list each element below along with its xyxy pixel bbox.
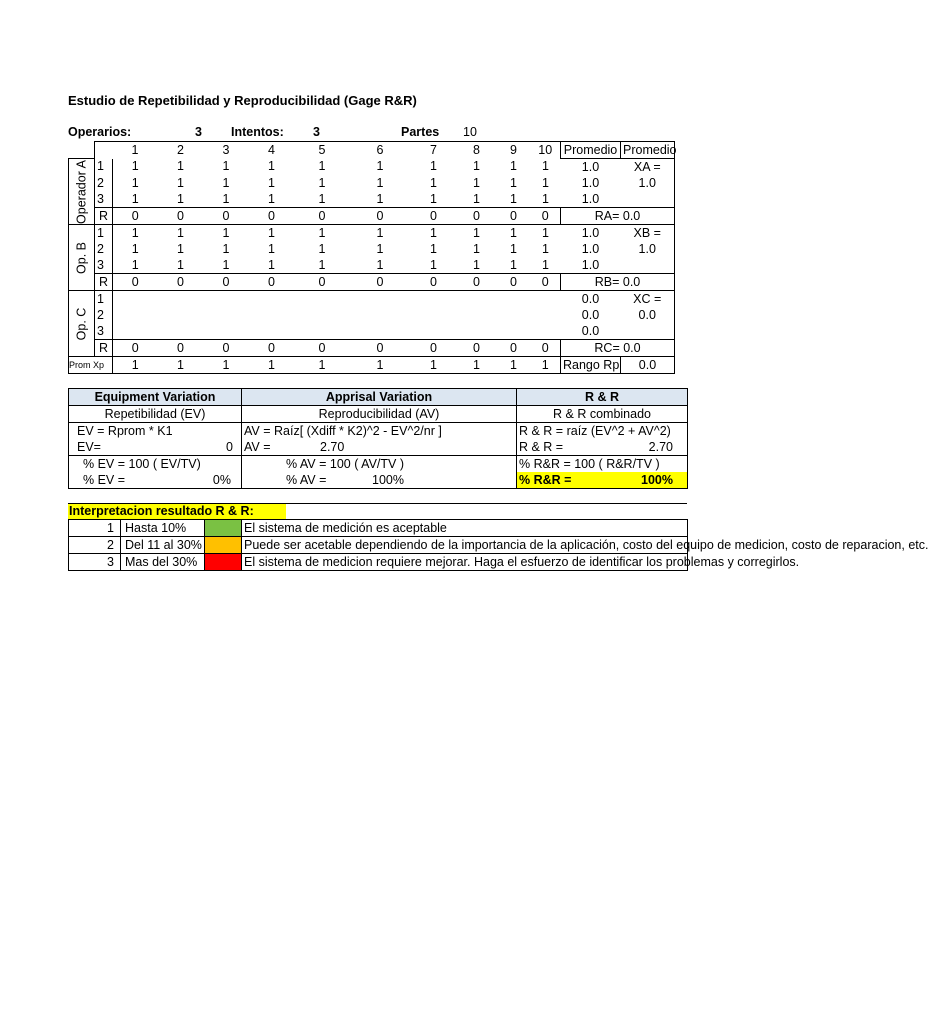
av-pct-label: % AV = xyxy=(286,472,327,487)
row-average: 1.0 xyxy=(581,175,600,190)
trial-number: 2 xyxy=(95,175,113,191)
op-c-x-cell: 0.0 xyxy=(621,307,675,323)
prom-xp-cell: 1 xyxy=(497,357,531,374)
range-row xyxy=(69,340,675,357)
page-title: Estudio de Repetibilidad y Reproducibilidad (Gage R&R) xyxy=(68,93,417,108)
interp-row xyxy=(69,520,688,537)
measurement-cell: 1 xyxy=(222,257,230,272)
measurement-cell: 1 xyxy=(376,225,384,240)
rr-pct-cell xyxy=(517,472,688,489)
prom-xp-cell: 1 xyxy=(295,357,350,374)
part-header: 8 xyxy=(457,142,497,159)
range-cell: 0 xyxy=(411,208,457,225)
range-cell: 0 xyxy=(411,340,457,357)
corner-cell xyxy=(69,142,95,159)
interp-color-swatch xyxy=(205,520,242,537)
operador-a-label-cell xyxy=(69,159,95,225)
measurement-cell: 1 xyxy=(376,159,384,174)
corner-cell xyxy=(95,142,113,159)
interp-number: 1 xyxy=(69,520,121,537)
rango-rp-label: Rango Rp xyxy=(561,357,621,374)
row-average: 1.0 xyxy=(581,159,600,174)
measurement-cell: 1 xyxy=(268,175,275,190)
rango-rp-value: 0.0 xyxy=(621,357,675,374)
part-header: 6 xyxy=(350,142,411,159)
measurement-cell: 1 xyxy=(131,241,139,256)
variation-table xyxy=(68,388,688,489)
prom-xp-cell: 1 xyxy=(249,357,295,374)
table-row xyxy=(69,241,675,257)
interp-color-swatch xyxy=(205,537,242,554)
operador-a-x-cell: XA = xyxy=(621,159,675,176)
measurement-cell: 1 xyxy=(222,241,230,256)
partes-label: Partes xyxy=(401,125,440,139)
measurement-cell: 1 xyxy=(177,241,184,256)
measurement-cell: 1 xyxy=(222,159,230,174)
trial-number: 3 xyxy=(95,257,113,274)
measurement-cell: 1 xyxy=(510,257,517,272)
measurement-cell: 1 xyxy=(473,175,480,190)
measurement-cell: 1 xyxy=(473,257,480,272)
measurement-cell: 1 xyxy=(376,241,384,256)
op-c-range-average: RC= 0.0 xyxy=(561,340,675,357)
measurement-cell: 1 xyxy=(177,159,184,174)
interp-range: Del 11 al 30% xyxy=(121,537,205,554)
op-b-range-average: RB= 0.0 xyxy=(561,274,675,291)
trial-number: 3 xyxy=(95,323,113,340)
part-header: 2 xyxy=(158,142,204,159)
interp-color-swatch xyxy=(205,554,242,571)
gage-data-table xyxy=(68,141,675,374)
av-formula: AV = Raíz[ (Xdiff * K2)^2 - EV^2/nr ] xyxy=(242,423,517,440)
range-cell: 0 xyxy=(531,340,561,357)
range-cell: 0 xyxy=(113,274,158,291)
measurement-cell: 1 xyxy=(318,241,326,256)
measurement-cell: 1 xyxy=(177,257,184,272)
prom-xp-cell: 1 xyxy=(113,357,158,374)
part-header: 7 xyxy=(411,142,457,159)
op-c-x-cell: XC = xyxy=(621,291,675,308)
prom-xp-cell: 1 xyxy=(531,357,561,374)
operarios-value: 3 xyxy=(195,125,202,139)
range-label: R xyxy=(95,208,113,225)
operador-a-label: Operador A xyxy=(74,159,88,224)
table-row xyxy=(69,307,675,323)
measurement-cell: 1 xyxy=(430,241,437,256)
range-cell: 0 xyxy=(113,340,158,357)
table-row xyxy=(69,291,675,308)
range-row xyxy=(69,208,675,225)
rr-pct-label: % R&R = xyxy=(519,472,572,487)
part-header: 10 xyxy=(531,142,561,159)
measurement-cell: 1 xyxy=(542,159,549,174)
measurement-cell: 1 xyxy=(473,191,480,206)
measurement-cell: 1 xyxy=(318,159,326,174)
measurement-cell: 1 xyxy=(177,175,184,190)
range-cell: 0 xyxy=(411,274,457,291)
interp-text: El sistema de medicion requiere mejorar. Haga el esfuerzo de identificar los problemas y corregirlos. xyxy=(242,554,688,571)
trial-number: 1 xyxy=(95,225,113,242)
range-cell: 0 xyxy=(204,340,249,357)
range-row xyxy=(69,274,675,291)
interp-number: 2 xyxy=(69,537,121,554)
av-pct-value: 100% xyxy=(372,472,404,487)
row-average: 1.0 xyxy=(581,241,600,256)
table-row xyxy=(69,225,675,242)
measurement-cell: 1 xyxy=(131,175,139,190)
measurement-cell: 1 xyxy=(131,257,139,272)
operarios-label: Operarios: xyxy=(68,125,132,139)
av-pct-cell xyxy=(242,472,517,489)
measurement-cell: 1 xyxy=(222,175,230,190)
range-cell: 0 xyxy=(457,208,497,225)
measurement-cell: 1 xyxy=(510,241,517,256)
range-cell: 0 xyxy=(158,208,204,225)
measurement-cell: 1 xyxy=(268,241,275,256)
trial-number: 1 xyxy=(95,291,113,308)
interp-range: Hasta 10% xyxy=(121,520,205,537)
measurement-cell: 1 xyxy=(268,191,275,206)
measurement-cell: 1 xyxy=(542,241,549,256)
part-header: 4 xyxy=(249,142,295,159)
range-cell: 0 xyxy=(158,274,204,291)
measurement-cell: 1 xyxy=(542,225,549,240)
interp-row xyxy=(69,537,688,554)
prom-xp-cell: 1 xyxy=(158,357,204,374)
measurement-cell: 1 xyxy=(473,241,480,256)
ev-pct-label: % EV = xyxy=(83,472,126,487)
measurement-cell: 1 xyxy=(542,175,549,190)
measurement-cell: 1 xyxy=(177,191,184,206)
empty-cells xyxy=(113,307,561,323)
prom-xp-cell: 1 xyxy=(350,357,411,374)
measurement-cell: 1 xyxy=(131,225,139,240)
rr-value-label: R & R = xyxy=(519,439,564,454)
measurement-cell: 1 xyxy=(542,257,549,272)
rr-sub: R & R combinado xyxy=(517,406,688,423)
op-c-x-cell xyxy=(621,323,675,340)
op-c-label-cell xyxy=(69,291,95,357)
ev-pct-value: 0% xyxy=(212,472,231,487)
operador-a-range-average: RA= 0.0 xyxy=(561,208,675,225)
interp-row xyxy=(69,554,688,571)
part-header: 3 xyxy=(204,142,249,159)
op-b-x-cell xyxy=(621,257,675,274)
measurement-cell: 1 xyxy=(430,159,437,174)
range-cell: 0 xyxy=(350,208,411,225)
measurement-cell: 1 xyxy=(376,175,384,190)
part-header: 9 xyxy=(497,142,531,159)
measurement-cell: 1 xyxy=(473,159,480,174)
interp-table xyxy=(68,519,928,571)
range-cell: 0 xyxy=(457,274,497,291)
part-header: 1 xyxy=(113,142,158,159)
ev-formula: EV = Rprom * K1 xyxy=(69,423,242,440)
measurement-cell: 1 xyxy=(510,225,517,240)
range-cell: 0 xyxy=(158,340,204,357)
range-cell: 0 xyxy=(497,340,531,357)
range-cell: 0 xyxy=(497,274,531,291)
range-cell: 0 xyxy=(204,208,249,225)
av-pct-formula: % AV = 100 ( AV/TV ) xyxy=(242,456,517,473)
measurement-cell: 1 xyxy=(430,191,437,206)
av-header: Apprisal Variation xyxy=(242,389,517,406)
range-cell: 0 xyxy=(457,340,497,357)
ev-value-cell xyxy=(69,439,242,456)
range-cell: 0 xyxy=(295,274,350,291)
ev-pct-cell xyxy=(69,472,242,489)
intentos-label: Intentos: xyxy=(231,125,284,139)
measurement-cell: 1 xyxy=(318,257,326,272)
interp-range: Mas del 30% xyxy=(121,554,205,571)
measurement-cell: 1 xyxy=(430,257,437,272)
op-b-label: Op. B xyxy=(74,241,88,274)
measurement-cell: 1 xyxy=(510,191,517,206)
rr-value: 2.70 xyxy=(648,439,673,454)
measurement-cell: 1 xyxy=(268,257,275,272)
av-value: 2.70 xyxy=(320,439,345,454)
range-cell: 0 xyxy=(350,340,411,357)
measurement-cell: 1 xyxy=(222,191,230,206)
trial-number: 2 xyxy=(95,241,113,257)
table-row xyxy=(69,323,675,340)
interp-text: Puede ser acetable dependiendo de la importancia de la aplicación, costo del equipo de medicion, costo de reparacion, etc. xyxy=(242,537,688,554)
interp-title: Interpretacion resultado R & R: xyxy=(68,504,286,519)
table-row xyxy=(69,257,675,274)
range-cell: 0 xyxy=(204,274,249,291)
measurement-cell: 1 xyxy=(268,159,275,174)
measurement-cell: 1 xyxy=(222,225,230,240)
ev-header: Equipment Variation xyxy=(69,389,242,406)
prom-xp-cell: 1 xyxy=(411,357,457,374)
measurement-cell: 1 xyxy=(131,191,139,206)
promedio-header-2: Promedio xyxy=(621,142,675,159)
interp-number: 3 xyxy=(69,554,121,571)
rr-header: R & R xyxy=(517,389,688,406)
measurement-cell: 1 xyxy=(131,159,139,174)
measurement-cell: 1 xyxy=(318,175,326,190)
range-cell: 0 xyxy=(249,208,295,225)
range-label: R xyxy=(95,340,113,357)
op-b-x-cell: 1.0 xyxy=(621,241,675,257)
row-average: 1.0 xyxy=(581,191,600,206)
row-average: 0.0 xyxy=(581,307,600,322)
op-c-label: Op. C xyxy=(74,307,88,340)
measurement-cell: 1 xyxy=(510,175,517,190)
measurement-cell: 1 xyxy=(318,191,326,206)
measurement-cell: 1 xyxy=(177,225,184,240)
prom-xp-row xyxy=(69,357,675,374)
trial-number: 3 xyxy=(95,191,113,208)
range-cell: 0 xyxy=(531,274,561,291)
row-average: 0.0 xyxy=(581,291,600,306)
av-value-cell xyxy=(242,439,517,456)
trial-number: 2 xyxy=(95,307,113,323)
measurement-cell: 1 xyxy=(376,257,384,272)
av-value-label: AV = xyxy=(244,439,271,454)
promedio-header: Promedio xyxy=(561,142,621,159)
range-label: R xyxy=(95,274,113,291)
ev-value: 0 xyxy=(226,439,233,454)
range-cell: 0 xyxy=(249,340,295,357)
range-cell: 0 xyxy=(497,208,531,225)
measurement-cell: 1 xyxy=(430,175,437,190)
parts-header-row xyxy=(69,142,675,159)
operador-a-x-cell: 1.0 xyxy=(621,175,675,191)
measurement-cell: 1 xyxy=(510,159,517,174)
partes-value: 10 xyxy=(463,125,477,139)
ev-sub: Repetibilidad (EV) xyxy=(69,406,242,423)
range-cell: 0 xyxy=(531,208,561,225)
op-b-x-cell: XB = xyxy=(621,225,675,242)
measurement-cell: 1 xyxy=(473,225,480,240)
measurement-cell: 1 xyxy=(542,191,549,206)
range-cell: 0 xyxy=(249,274,295,291)
empty-cells xyxy=(113,291,561,308)
trial-number: 1 xyxy=(95,159,113,176)
operador-a-x-cell xyxy=(621,191,675,208)
empty-cells xyxy=(113,323,561,340)
table-row xyxy=(69,175,675,191)
rr-pct-formula: % R&R = 100 ( R&R/TV ) xyxy=(517,456,688,473)
prom-xp-cell: 1 xyxy=(204,357,249,374)
table-row xyxy=(69,191,675,208)
row-average: 0.0 xyxy=(581,323,600,338)
range-cell: 0 xyxy=(295,208,350,225)
measurement-cell: 1 xyxy=(268,225,275,240)
measurement-cell: 1 xyxy=(430,225,437,240)
measurement-cell: 1 xyxy=(318,225,326,240)
prom-xp-label: Prom Xp xyxy=(69,357,113,374)
row-average: 1.0 xyxy=(581,257,600,272)
ev-value-label: EV= xyxy=(77,439,101,454)
interp-text: El sistema de medición es aceptable xyxy=(242,520,688,537)
range-cell: 0 xyxy=(295,340,350,357)
part-header: 5 xyxy=(295,142,350,159)
av-sub: Reproducibilidad (AV) xyxy=(242,406,517,423)
rr-formula: R & R = raíz (EV^2 + AV^2) xyxy=(517,423,688,440)
range-cell: 0 xyxy=(113,208,158,225)
row-average: 1.0 xyxy=(581,225,600,240)
rr-pct-value: 100% xyxy=(641,472,673,487)
prom-xp-cell: 1 xyxy=(457,357,497,374)
ev-pct-formula: % EV = 100 ( EV/TV) xyxy=(69,456,242,473)
table-row xyxy=(69,159,675,176)
op-b-label-cell xyxy=(69,225,95,291)
intentos-value: 3 xyxy=(313,125,320,139)
rr-value-cell xyxy=(517,439,688,456)
range-cell: 0 xyxy=(350,274,411,291)
measurement-cell: 1 xyxy=(376,191,384,206)
